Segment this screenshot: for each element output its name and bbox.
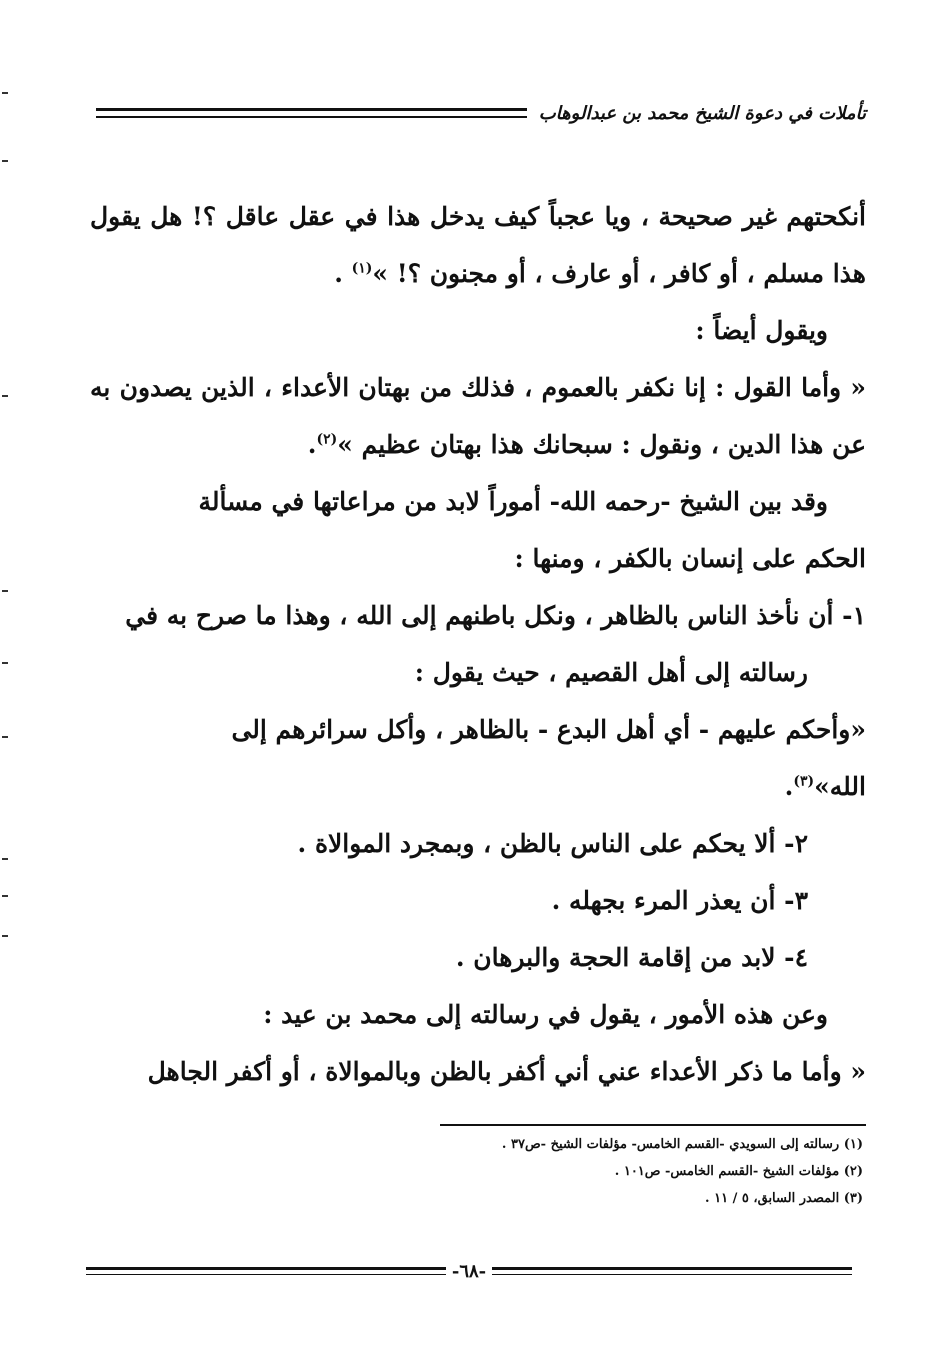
punctuation: .	[784, 772, 794, 801]
margin-mark	[2, 590, 8, 592]
punctuation: .	[307, 430, 317, 459]
quote-paragraph: « وأما ما ذكر الأعداء عني أني أكفر بالظن وبالموالاة ، أو أكفر الجاهل	[147, 1057, 866, 1086]
quote-paragraph	[90, 359, 866, 473]
text-line: رسالته إلى أهل القصيم ، حيث يقول :	[414, 658, 808, 687]
punctuation: .	[334, 259, 352, 288]
quote-paragraph	[90, 701, 866, 758]
text-line: الله»	[814, 772, 866, 801]
footnote-marker: (٣)	[793, 773, 815, 790]
footnote-marker: (١)	[351, 260, 373, 277]
quote-paragraph-continuation	[90, 758, 866, 815]
text-line: « وأما القول : إنا نكفر بالعموم ، فذلك من بهتان الأعداء ، الذين	[201, 373, 866, 402]
text-line: أنكحتهم غير صحيحة ، ويا عجباً كيف يدخل هذا في عقل عاقل ؟! هل	[150, 202, 866, 231]
list-item: ٣- أن يعذر المرء بجهله .	[551, 886, 808, 915]
header-title: تأملات في دعوة الشيخ محمد بن عبدالوهاب	[538, 102, 866, 124]
text-line: وقد بين الشيخ -رحمه الله- أموراً لابد من مراعاتها في مسألة	[198, 487, 828, 516]
margin-mark	[2, 92, 8, 94]
margin-mark	[2, 935, 8, 937]
footnote: (١) رسالته إلى السويدي -القسم الخامس- مؤلفات الشيخ -ص٣٧ .	[501, 1137, 863, 1152]
text-line: يقول هذا مسلم ، أو كافر ، أو عارف ، أو مجنون ؟! »	[90, 202, 866, 288]
text-line: الحكم على إنسان بالكفر ، ومنها :	[514, 544, 866, 573]
footer-rule	[492, 1267, 852, 1275]
paragraph	[90, 188, 866, 302]
footnote-marker: (٢)	[316, 431, 338, 448]
list-item	[90, 587, 866, 644]
body-text	[90, 188, 866, 1100]
text-line: «وأحكم عليهم - أي أهل البدع - بالظاهر ، وأكل سرائرهم إلى	[231, 715, 866, 744]
footnote: (٣) المصدر السابق، ٥ / ١١ .	[705, 1191, 863, 1206]
text-line: ١- أن نأخذ الناس بالظاهر ، ونكل باطنهم إلى الله ، وهذا ما صرح به في	[125, 601, 866, 630]
text-line: يصدون به عن هذا الدين ، ونقول : سبحانك هذا بهتان عظيم »	[90, 373, 866, 459]
footnotes	[300, 1131, 863, 1212]
list-item: ٢- ألا يحكم على الناس بالظن ، وبمجرد الموالاة .	[297, 829, 808, 858]
paragraph	[90, 473, 866, 530]
paragraph	[90, 530, 866, 587]
footnote: (٢) مؤلفات الشيخ -القسم الخامس- ص١٠١ .	[614, 1164, 863, 1179]
footnote-separator	[440, 1124, 866, 1126]
footer-rule	[86, 1267, 446, 1275]
running-header	[96, 98, 866, 128]
margin-mark	[2, 895, 8, 897]
margin-mark	[2, 662, 8, 664]
list-item-continuation	[90, 644, 866, 701]
margin-mark	[2, 160, 8, 162]
margin-mark	[2, 858, 8, 860]
header-rule	[96, 108, 527, 118]
paragraph: وعن هذه الأمور ، يقول في رسالته إلى محمد بن عيد :	[263, 1000, 828, 1029]
margin-mark	[2, 395, 8, 397]
paragraph: ويقول أيضاً :	[695, 316, 828, 345]
page-number: -٦٨-	[451, 1260, 487, 1282]
margin-mark	[2, 736, 8, 738]
list-item: ٤- لابد من إقامة الحجة والبرهان .	[455, 943, 808, 972]
page-footer	[86, 1261, 852, 1281]
